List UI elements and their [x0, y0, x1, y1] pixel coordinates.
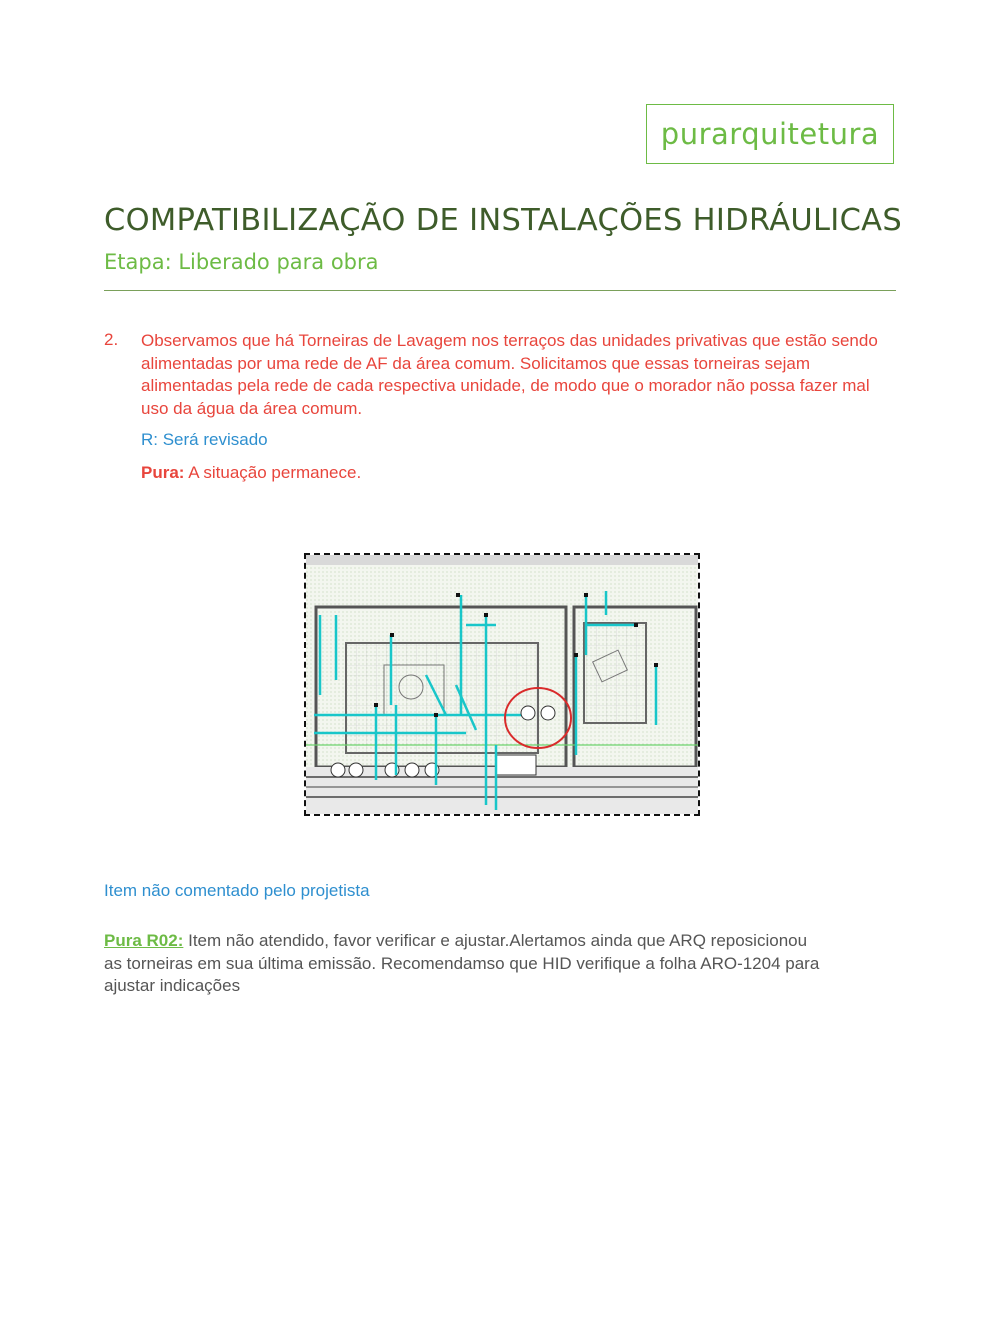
page-title: COMPATIBILIZAÇÃO DE INSTALAÇÕES HIDRÁULICAS	[104, 203, 903, 238]
pura-comment-text: A situação permanece.	[184, 463, 362, 482]
pura-r02-label: Pura R02:	[104, 931, 184, 950]
pura-r02-text: Item não atendido, favor verificar e ajustar.Alertamos ainda que ARQ reposicionou as torneiras em sua última emissão. Recomendamso que HID verifique a folha ARO-1204 para ajustar indicações	[104, 931, 820, 995]
not-commented-note: Item não comentado pelo projetista	[104, 881, 370, 900]
plumbing-plan-drawing	[304, 553, 700, 816]
designer-response: R: Será revisado	[141, 430, 268, 449]
pura-r02-comment	[104, 930, 824, 998]
header-divider	[104, 290, 896, 291]
stage-subtitle: Etapa: Liberado para obra	[104, 250, 379, 274]
item-number: 2.	[104, 330, 119, 349]
pura-label: Pura:	[141, 463, 185, 482]
item-description: Observamos que há Torneiras de Lavagem nos terraços das unidades privativas que estão sendo alimentadas por uma rede de AF da área comum. Solicitamos que essas torneiras sejam alimentadas pela rede de cada respectiva unidade, de modo que o morador não possa fazer mal uso da água da área comum.	[141, 331, 878, 418]
pura-comment	[141, 463, 361, 483]
company-logo: purarquitetura	[646, 104, 894, 164]
plan-drawing-svg	[306, 555, 700, 816]
